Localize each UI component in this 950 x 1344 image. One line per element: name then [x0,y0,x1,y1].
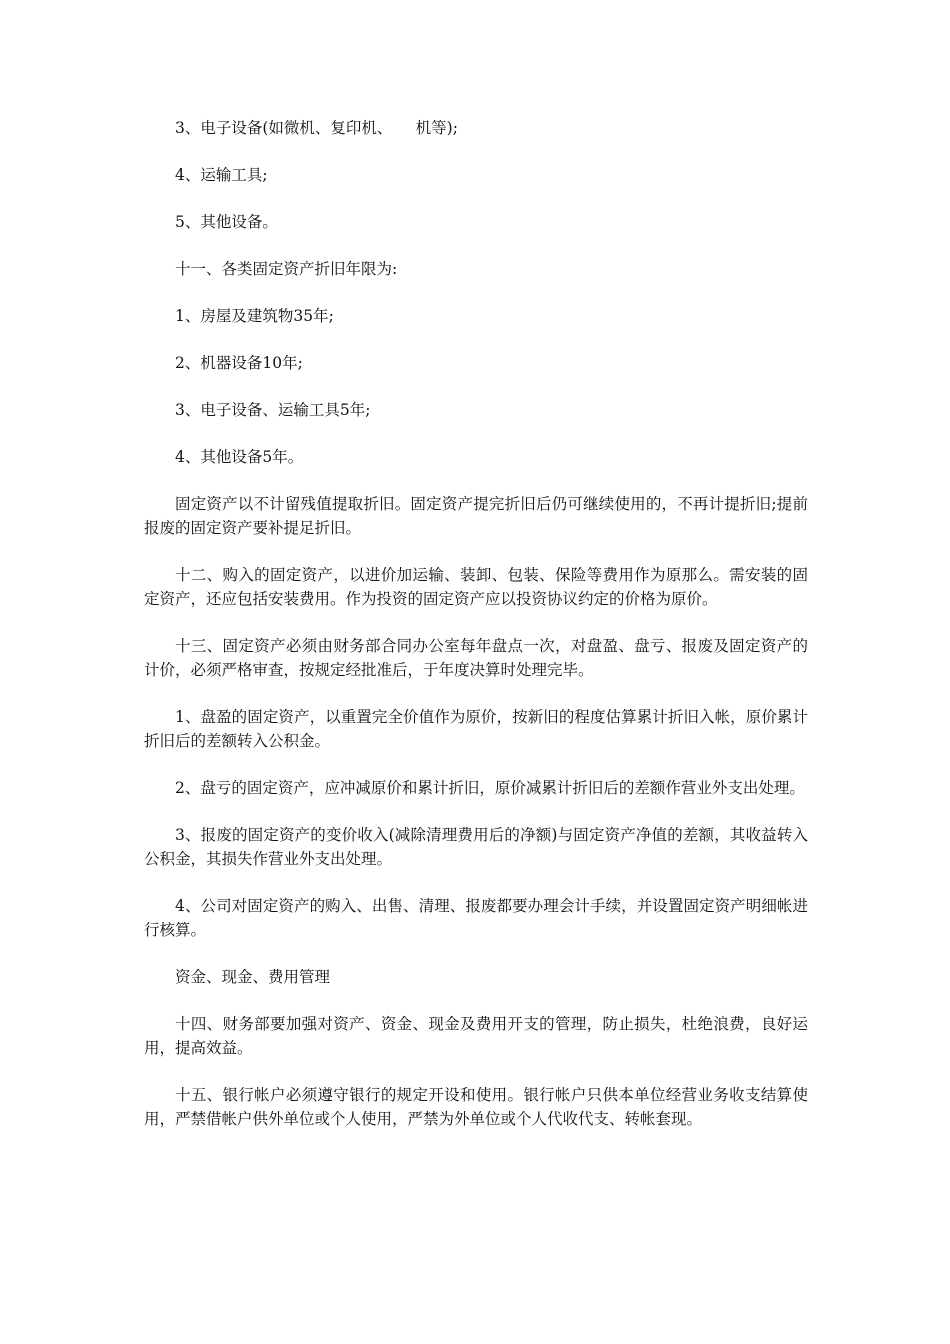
paragraph: 5、其他设备。 [175,213,278,231]
paragraph: 4、公司对固定资产的购入、出售、清理、报废都要办理会计手续，并设置固定资产明细帐进行核算。 [144,897,808,939]
paragraph: 十五、银行帐户必须遵守银行的规定开设和使用。银行帐户只供本单位经营业务收支结算使用，严禁借帐户供外单位或个人使用，严禁为外单位或个人代收代支、转帐套现。 [144,1086,808,1128]
paragraph: 4、运输工具; [175,166,268,184]
paragraph: 十四、财务部要加强对资产、资金、现金及费用开支的管理，防止损失，杜绝浪费，良好运用，提高效益。 [144,1015,808,1057]
paragraph: 3、报废的固定资产的变价收入(减除清理费用后的净额)与固定资产净值的差额，其收益转入公积金，其损失作营业外支出处理。 [144,826,808,868]
paragraph: 4、其他设备5年。 [175,448,304,466]
paragraph: 十二、购入的固定资产，以进价加运输、装卸、包装、保险等费用作为原那么。需安装的固定资产，还应包括安装费用。作为投资的固定资产应以投资协议约定的价格为原价。 [144,566,808,608]
paragraph: 3、电子设备、运输工具5年; [175,401,371,419]
paragraph: 2、盘亏的固定资产，应冲减原价和累计折旧，原价减累计折旧后的差额作营业外支出处理。 [175,779,805,797]
paragraph: 1、盘盈的固定资产，以重置完全价值作为原价，按新旧的程度估算累计折旧入帐，原价累计折旧后的差额转入公积金。 [144,708,808,750]
paragraph: 2、机器设备10年; [175,354,303,372]
document-body [144,116,808,1154]
paragraph: 1、房屋及建筑物35年; [175,307,334,325]
section-heading: 资金、现金、费用管理 [175,968,331,986]
paragraph: 十三、固定资产必须由财务部合同办公室每年盘点一次，对盘盈、盘亏、报废及固定资产的计价，必须严格审查，按规定经批准后，于年度决算时处理完毕。 [144,637,808,679]
section-heading: 十一、各类固定资产折旧年限为: [175,260,398,278]
paragraph: 固定资产以不计留残值提取折旧。固定资产提完折旧后仍可继续使用的，不再计提折旧;提前报废的固定资产要补提足折旧。 [144,495,808,537]
paragraph: 3、电子设备(如微机、复印机、 机等); [175,119,458,137]
